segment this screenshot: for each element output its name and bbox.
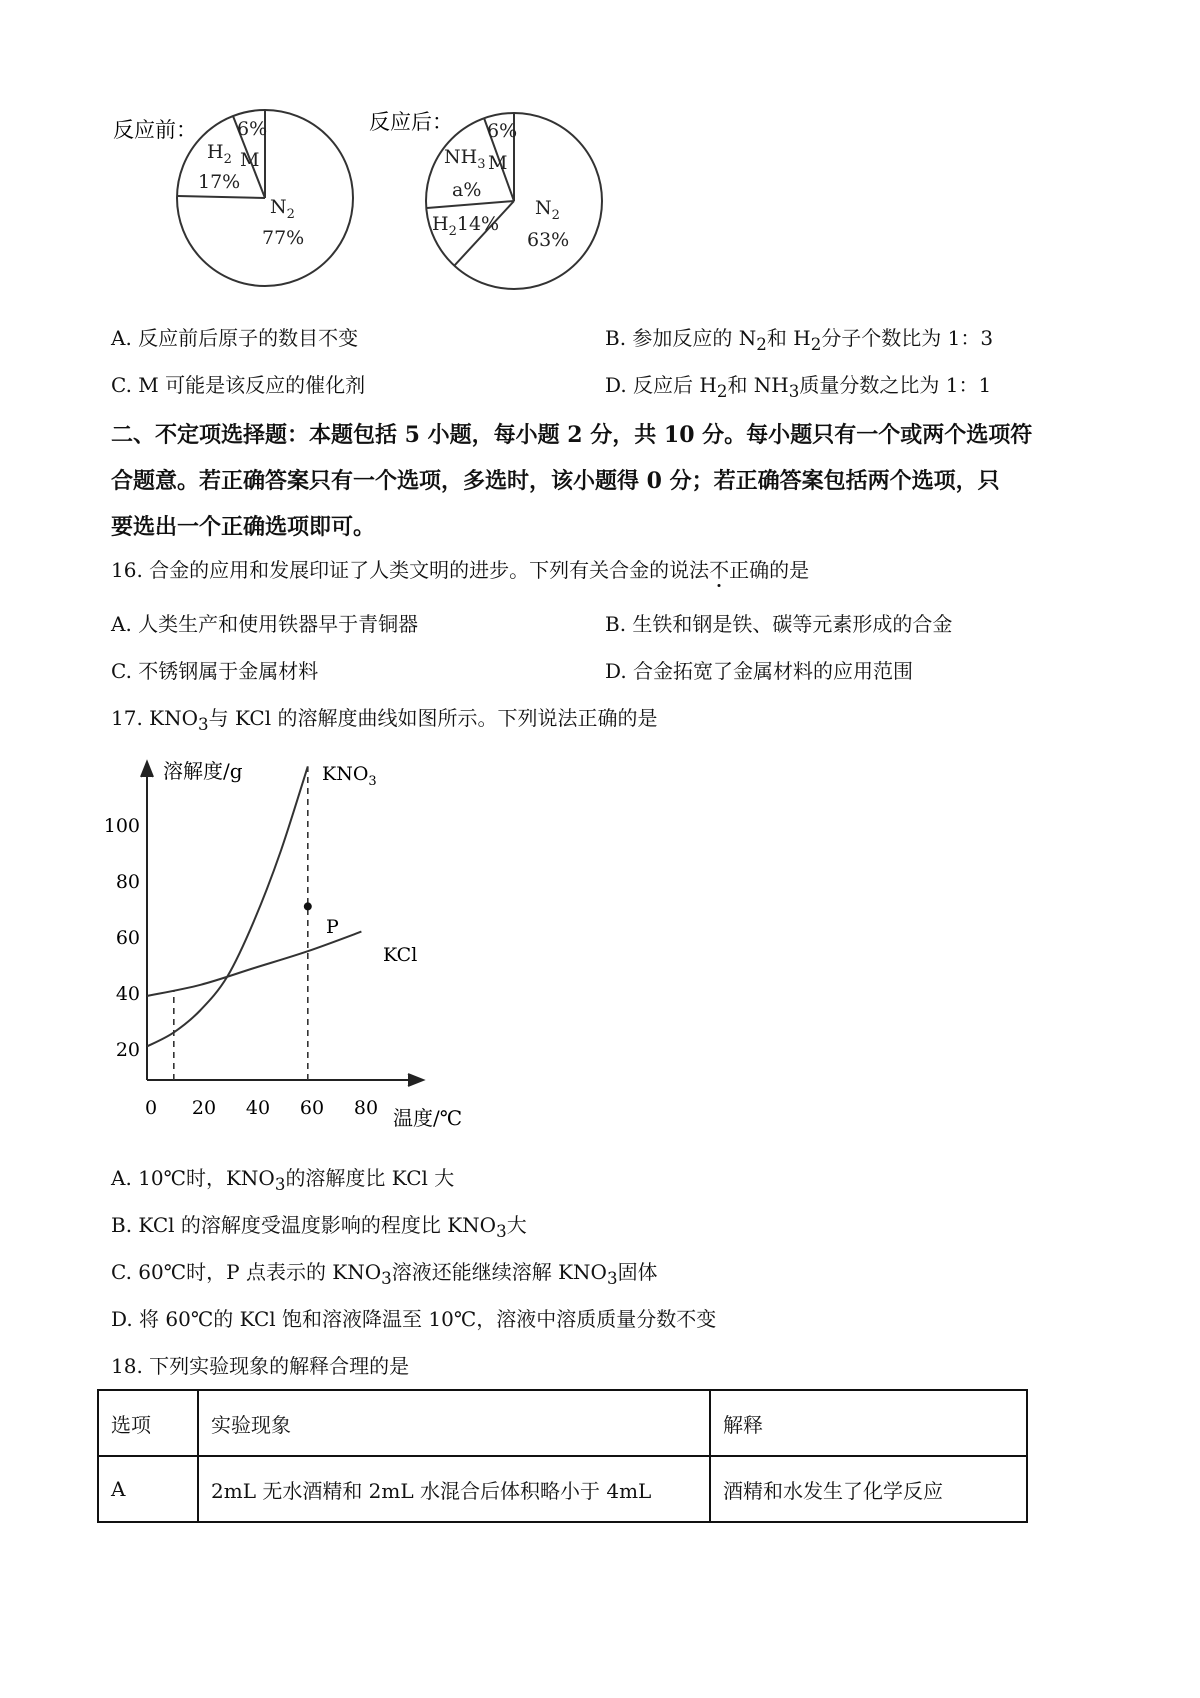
pie-before-m-label: M xyxy=(240,149,260,171)
q15-option-c-text: C. M 可能是该反应的催化剂 xyxy=(111,373,366,397)
q16-stem-emphasis: 不 xyxy=(709,558,730,582)
pie-after-n2-value: 63% xyxy=(527,229,570,251)
table-cell: 酒精和水发生了化学反应 xyxy=(710,1456,1027,1522)
q16-stem xyxy=(111,556,809,584)
q18-stem xyxy=(111,1352,409,1380)
table-header-cell: 选项 xyxy=(98,1390,198,1456)
q15-option-b-text-1: B. 参加反应的 N xyxy=(605,326,757,350)
y-tick-20: 20 xyxy=(115,1039,140,1061)
chart-axes xyxy=(141,762,423,1086)
x-tick-60: 60 xyxy=(299,1097,325,1119)
q15-option-b xyxy=(605,324,993,359)
y-tick-60: 60 xyxy=(115,927,140,949)
q15-option-d-text-3: 质量分数之比为 1：1 xyxy=(799,373,992,397)
q15-option-b-sub-2: 2 xyxy=(810,335,822,354)
pie-before-n2-value: 77% xyxy=(262,227,305,249)
table-row xyxy=(98,1456,1027,1522)
table-cell: A xyxy=(98,1456,198,1522)
q17-option-b-sub: 3 xyxy=(496,1222,507,1241)
section-2-line-1: 二、不定项选择题：本题包括 5 小题，每小题 2 分，共 10 分。每小题只有一个或两个选项符 xyxy=(111,422,1033,448)
pie-after-m-label: M xyxy=(488,152,508,174)
pie-after-m-value: 6% xyxy=(487,120,518,142)
q15-option-d xyxy=(605,371,991,406)
q17-option-d-text: D. 将 60℃的 KCl 饱和溶液降温至 10℃，溶液中溶质质量分数不变 xyxy=(111,1307,717,1331)
q17-stem-text-2: 与 KCl 的溶解度曲线如图所示。下列说法正确的是 xyxy=(208,706,658,730)
q17-option-b-text-2: 大 xyxy=(506,1213,527,1237)
q17-option-c xyxy=(111,1258,658,1293)
pie-after-labels xyxy=(432,120,569,251)
pie-charts-figure xyxy=(0,0,1200,300)
table-header-cell: 解释 xyxy=(710,1390,1027,1456)
table-header-cell: 实验现象 xyxy=(198,1390,710,1456)
q17-option-c-text-2: 溶液还能继续溶解 KNO xyxy=(391,1260,607,1284)
pie-after-divider-nh3-h2 xyxy=(427,201,514,208)
y-tick-80: 80 xyxy=(115,871,140,893)
x-tick-80: 80 xyxy=(353,1097,379,1119)
pie-before-divider-h2-n2 xyxy=(178,196,265,198)
q15-option-a xyxy=(111,324,358,352)
pie-after-n2-label: $N_2$ xyxy=(535,197,560,223)
solubility-chart xyxy=(0,740,520,1140)
series-kno3-curve xyxy=(147,766,308,1046)
pie-before-label: 反应前： xyxy=(113,118,197,142)
pie-after-h2-label: $H_214\%$ xyxy=(432,213,500,239)
q15-option-b-sub-1: 2 xyxy=(756,335,767,354)
q15-option-d-text-1: D. 反应后 H xyxy=(605,373,717,397)
q18-table xyxy=(97,1389,1028,1523)
q17-option-a xyxy=(111,1164,454,1199)
q15-option-b-text-3: 分子个数比为 1：3 xyxy=(821,326,994,350)
table-cell: 2mL 无水酒精和 2mL 水混合后体积略小于 4mL xyxy=(198,1456,710,1522)
q17-option-b-text-1: B. KCl 的溶解度受温度影响的程度比 KNO xyxy=(111,1213,497,1237)
q17-option-d xyxy=(111,1305,716,1333)
section-2-heading xyxy=(111,412,1111,550)
table-header-row xyxy=(98,1390,1027,1456)
q18-stem-text: 18. 下列实验现象的解释合理的是 xyxy=(111,1354,410,1378)
q17-stem-sub: 3 xyxy=(198,715,209,734)
y-tick-40: 40 xyxy=(115,983,140,1005)
q16-option-c-text: C. 不锈钢属于金属材料 xyxy=(111,659,319,683)
q17-option-a-text-1: A. 10℃时，KNO xyxy=(111,1166,275,1190)
q17-option-a-text-2: 的溶解度比 KCl 大 xyxy=(285,1166,455,1190)
q15-option-b-text-2: 和 H xyxy=(766,326,811,350)
q16-stem-text-2: 正确的是 xyxy=(729,558,810,582)
x-tick-40: 40 xyxy=(245,1097,271,1119)
pie-before-h2-label: $H_2$ xyxy=(207,141,232,167)
x-axis-arrow xyxy=(408,1074,423,1086)
q17-option-c-sub-1: 3 xyxy=(381,1269,392,1288)
q16-option-d-text: D. 合金拓宽了金属材料的应用范围 xyxy=(605,659,914,683)
pie-after-label: 反应后： xyxy=(369,110,453,134)
q17-option-c-text-1: C. 60℃时，P 点表示的 KNO xyxy=(111,1260,382,1284)
y-axis-arrow xyxy=(141,762,153,777)
q16-option-a xyxy=(111,610,418,638)
section-2-line-2: 合题意。若正确答案只有一个选项，多选时，该小题得 0 分；若正确答案包括两个选项，只 xyxy=(111,468,1000,494)
q16-option-b-text: B. 生铁和钢是铁、碳等元素形成的合金 xyxy=(605,612,953,636)
y-axis-label: 溶解度/g xyxy=(163,759,243,783)
y-tick-labels xyxy=(104,815,140,1061)
q17-option-c-sub-2: 3 xyxy=(606,1269,618,1288)
q17-option-a-sub: 3 xyxy=(274,1175,286,1194)
q17-option-b xyxy=(111,1211,527,1246)
pie-before-h2-value: 17% xyxy=(198,171,241,193)
q15-option-c xyxy=(111,371,365,399)
y-tick-100: 100 xyxy=(103,815,140,837)
q16-option-b xyxy=(605,610,952,638)
q15-option-d-text-2: 和 NH xyxy=(727,373,789,397)
kno3-series-label: $KNO_3$ xyxy=(322,763,377,789)
pie-after-nh3-value: a% xyxy=(452,179,482,201)
q15-option-d-sub-2: 3 xyxy=(788,382,800,401)
x-tick-20: 20 xyxy=(191,1097,217,1119)
q17-stem-text-1: 17. KNO xyxy=(111,706,199,730)
q16-option-d xyxy=(605,657,913,685)
q16-stem-text-1: 16. 合金的应用和发展印证了人类文明的进步。下列有关合金的说法 xyxy=(111,558,710,582)
q15-option-d-sub-1: 2 xyxy=(716,382,728,401)
pie-before-labels xyxy=(198,118,304,249)
point-p-label: P xyxy=(326,916,339,938)
x-tick-labels xyxy=(145,1097,378,1119)
kcl-series-label: KCl xyxy=(383,944,418,966)
q15-option-a-text: A. 反应前后原子的数目不变 xyxy=(111,326,359,350)
series-kcl-curve xyxy=(147,932,361,996)
pie-before-m-value: 6% xyxy=(237,118,268,140)
q17-option-c-text-3: 固体 xyxy=(617,1260,658,1284)
point-p-marker xyxy=(304,902,312,910)
x-tick-0: 0 xyxy=(144,1097,158,1119)
q16-option-c xyxy=(111,657,318,685)
pie-before-n2-label: $N_2$ xyxy=(270,196,295,222)
section-2-line-3: 要选出一个正确选项即可。 xyxy=(111,514,376,540)
q17-stem xyxy=(111,704,657,739)
pie-after-nh3-label: $NH_3$ xyxy=(444,146,486,172)
x-axis-label: 温度/℃ xyxy=(393,1106,463,1130)
q16-option-a-text: A. 人类生产和使用铁器早于青铜器 xyxy=(111,612,419,636)
